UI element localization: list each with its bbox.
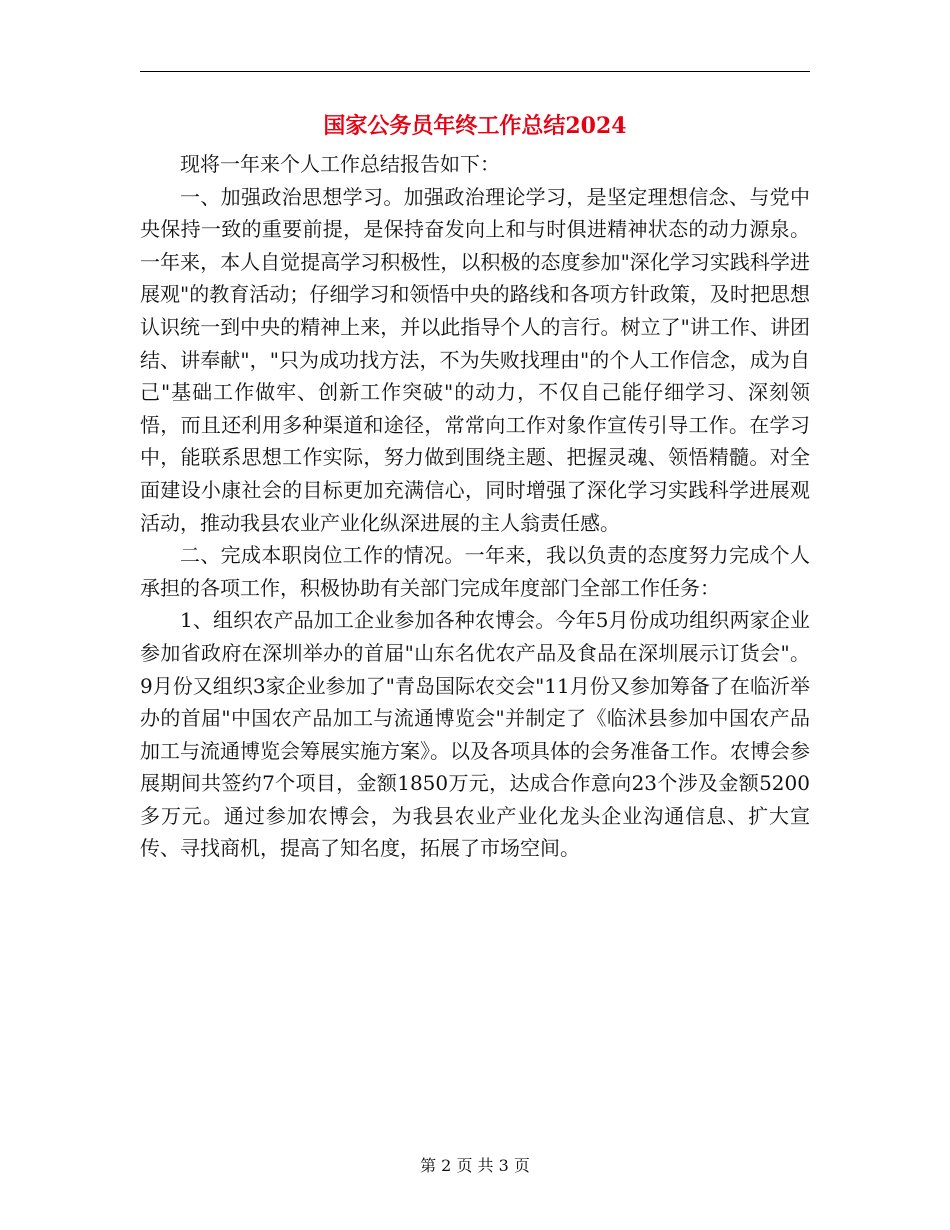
header-rule [140,71,810,72]
paragraph-intro: 现将一年来个人工作总结报告如下： [180,152,500,176]
document-title: 国家公务员年终工作总结2024 [323,113,627,139]
page-number: 第 2 页 共 3 页 [420,1156,530,1175]
document-body [140,148,810,865]
paragraph-agri-expo: 1、组织农产品加工企业参加各种农博会。今年5月份成功组织两家企业参加省政府在深圳举办的首届"山东名优农产品及食品在深圳展示订货会"。9月份又组织3家企业参加了"青岛国际农交会"11月份又参加筹备了在临沂举办的首届"中国农产品加工与流通博览会"并制定了《临沭县参加中国农产品加工与流通博览会筹展实施方案》。以及各项具体的会务准备工作。农博会参展期间共签约7个项目，金额1850万元，达成合作意向23个涉及金额5200多万元。通过参加农博会，为我县农业产业化龙头企业沟通信息、扩大宣传、寻找商机，提高了知名度，拓展了市场空间。 [140,608,810,861]
paragraph-job-duties: 二、完成本职岗位工作的情况。一年来，我以负责的态度努力完成个人承担的各项工作，积极协助有关部门完成年度部门全部工作任务： [140,543,810,600]
paragraph-political-study: 一、加强政治思想学习。加强政治理论学习，是坚定理想信念、与党中央保持一致的重要前提，是保持奋发向上和与时俱进精神状态的动力源泉。一年来，本人自觉提高学习积极性，以积极的态度参加"深化学习实践科学进展观"的教育活动；仔细学习和领悟中央的路线和各项方针政策，及时把思想认识统一到中央的精神上来，并以此指导个人的言行。树立了"讲工作、讲团结、讲奉献"，"只为成功找方法，不为失败找理由"的个人工作信念，成为自己"基础工作做牢、创新工作突破"的动力，不仅自己能仔细学习、深刻领悟，而且还利用多种渠道和途径，常常向工作对象作宣传引导工作。在学习中，能联系思想工作实际，努力做到围绕主题、把握灵魂、领悟精髓。对全面建设小康社会的目标更加充满信心，同时增强了深化学习实践科学进展观活动，推动我县农业产业化纵深进展的主人翁责任感。 [140,184,810,535]
